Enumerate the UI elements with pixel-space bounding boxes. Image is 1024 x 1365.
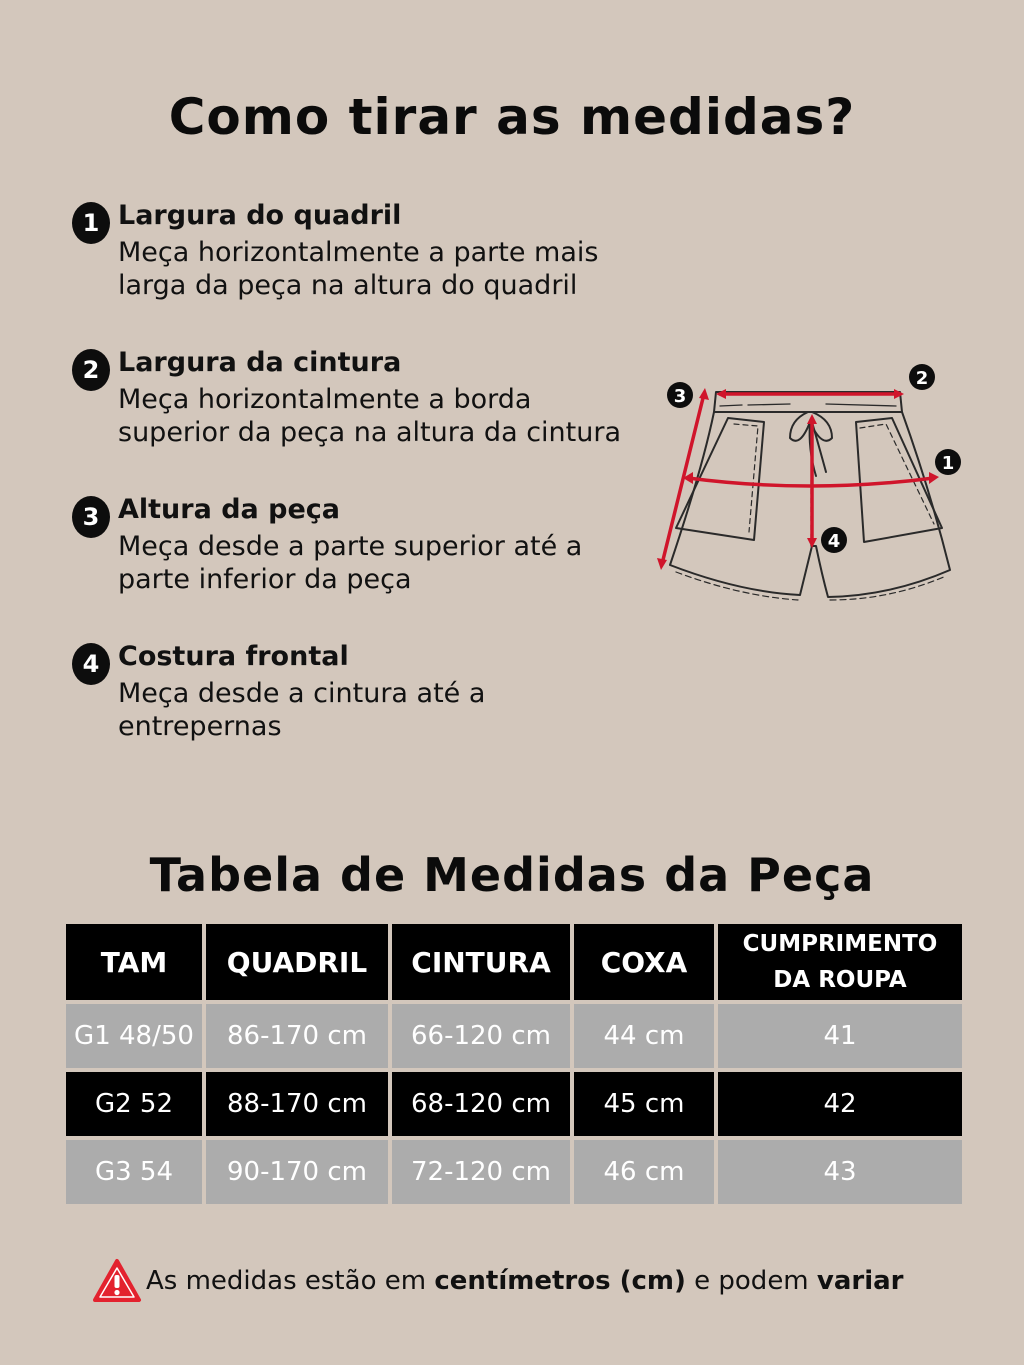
header-quadril: QUADRIL <box>206 924 388 1000</box>
cell-quadril: 86-170 cm <box>206 1004 388 1068</box>
cell-quadril: 88-170 cm <box>206 1072 388 1136</box>
step-title: Altura da peça <box>118 494 341 525</box>
marker-2: 2 <box>915 368 929 389</box>
step-description-line: superior da peça na altura da cintura <box>118 417 622 448</box>
table-row <box>66 1140 962 1204</box>
step-description-line: parte inferior da peça <box>118 564 412 595</box>
header-cumprimento-line2: DA ROUPA <box>773 967 907 993</box>
cell-tam: G1 48/50 <box>66 1004 202 1068</box>
table-title: Tabela de Medidas da Peça <box>149 848 875 902</box>
header-cumprimento <box>718 924 962 1000</box>
step-title: Largura da cintura <box>118 347 402 378</box>
cell-tam: G3 54 <box>66 1140 202 1204</box>
step-number-badge: 2 <box>72 349 110 391</box>
note-text: e podem <box>685 1266 817 1296</box>
note-bold-unit: centímetros (cm) <box>434 1266 686 1296</box>
step-number-badge: 4 <box>72 643 110 685</box>
header-coxa: COXA <box>574 924 714 1000</box>
step-description-line: Meça horizontalmente a borda <box>118 384 532 415</box>
size-table <box>62 920 966 1208</box>
cell-comprimento: 42 <box>718 1072 962 1136</box>
step-description-line: entrepernas <box>118 711 282 742</box>
cell-coxa: 45 cm <box>574 1072 714 1136</box>
step-description <box>118 677 658 743</box>
step-number-badge: 3 <box>72 496 110 538</box>
step-title: Largura do quadril <box>118 200 402 231</box>
step-number-badge: 1 <box>72 202 110 244</box>
shorts-measurement-diagram <box>650 360 970 610</box>
page-title: Como tirar as medidas? <box>168 88 856 146</box>
measurement-arrows <box>657 388 939 570</box>
step-description-line: larga da peça na altura do quadril <box>118 270 578 301</box>
table-row <box>66 1004 962 1068</box>
cell-tam: G2 52 <box>66 1072 202 1136</box>
header-tam: TAM <box>66 924 202 1000</box>
cell-coxa: 46 cm <box>574 1140 714 1204</box>
step-title: Costura frontal <box>118 641 349 672</box>
step-description-line: Meça desde a parte superior até a <box>118 531 583 562</box>
marker-3: 3 <box>673 386 687 407</box>
header-cintura: CINTURA <box>392 924 570 1000</box>
step-description-line: Meça horizontalmente a parte mais <box>118 237 599 268</box>
cell-cintura: 68-120 cm <box>392 1072 570 1136</box>
table-header-row <box>66 924 962 1000</box>
measurement-note <box>92 1258 904 1304</box>
step-description-line: Meça desde a cintura até a <box>118 678 486 709</box>
warning-icon <box>92 1258 142 1304</box>
note-bold-variar: variar <box>816 1266 904 1296</box>
cell-cintura: 72-120 cm <box>392 1140 570 1204</box>
table-row <box>66 1072 962 1136</box>
marker-1: 1 <box>941 453 955 474</box>
cell-coxa: 44 cm <box>574 1004 714 1068</box>
step-description <box>118 383 658 449</box>
cell-cintura: 66-120 cm <box>392 1004 570 1068</box>
note-text: As medidas estão em <box>146 1266 435 1296</box>
step-description <box>118 530 658 596</box>
cell-comprimento: 43 <box>718 1140 962 1204</box>
cell-quadril: 90-170 cm <box>206 1140 388 1204</box>
step-description <box>118 236 658 302</box>
header-cumprimento-line1: CUMPRIMENTO <box>742 931 938 957</box>
marker-4: 4 <box>827 531 841 552</box>
cell-comprimento: 41 <box>718 1004 962 1068</box>
